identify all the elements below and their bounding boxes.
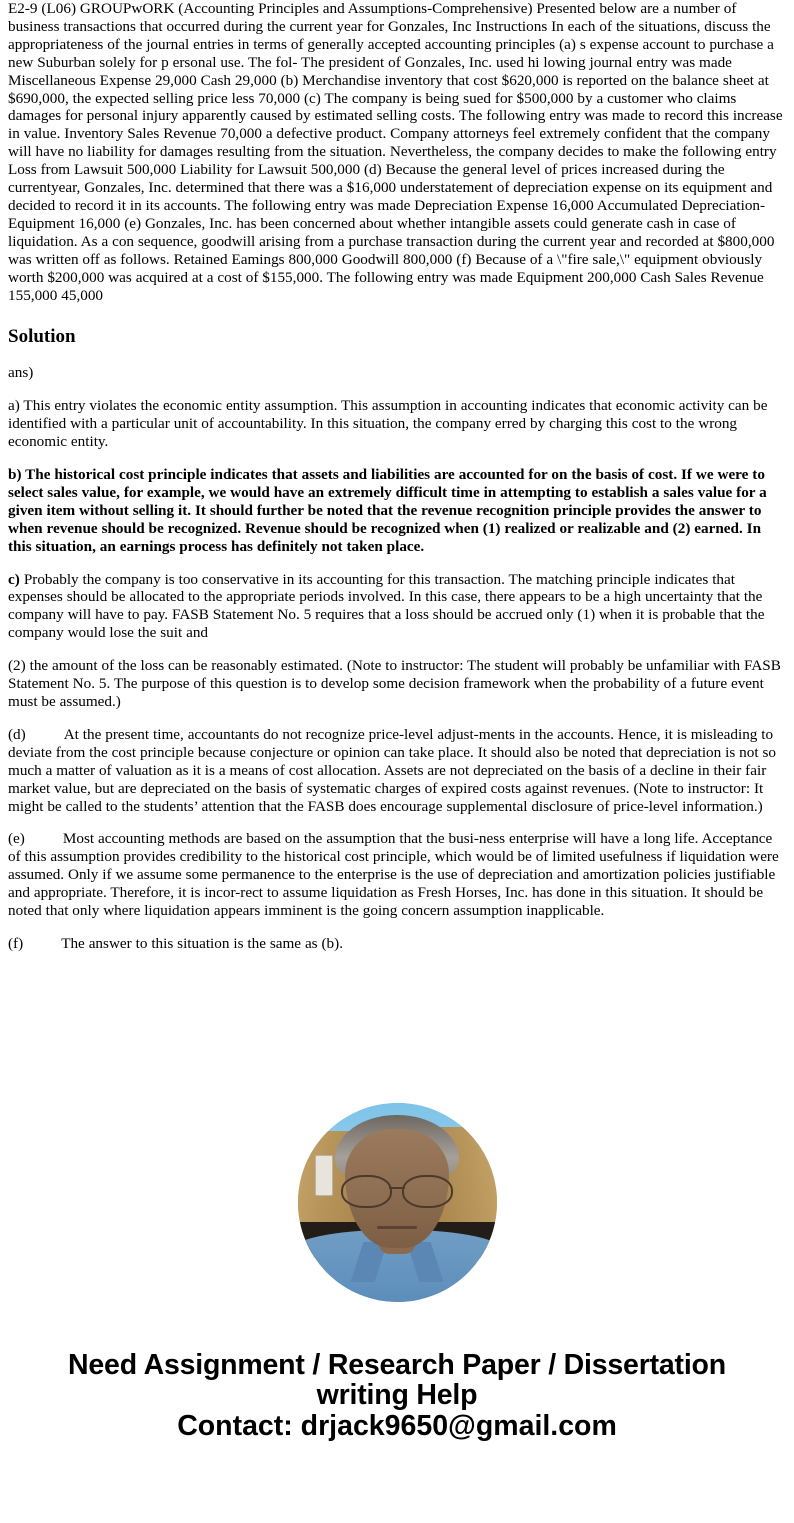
- answer-a-paragraph: a) This entry violates the economic entity assumption. This assumption in accounting indicates that economic activity can be identified with a particular unit of accountability. In this situation, the company erred by charging this cost to the wrong economic entity.: [8, 397, 768, 451]
- portrait-mouth: [377, 1226, 417, 1229]
- ans-label: ans): [8, 364, 34, 382]
- answer-c-paragraph: [8, 571, 786, 643]
- avatar: [298, 1103, 497, 1302]
- answer-b-paragraph: b) The historical cost principle indicates that assets and liabilities are accounted for on the basis of cost. If we were to select sales value, for example, we would have an extremely difficult time in attempting to establish a sales value for a given item without selling it. It should further be noted that the revenue recognition principle provides the answer to when revenue should be recognized. Revenue should be recognized when (1) realized or realizable and (2) earned. In this situation, an earnings process has definitely not taken place.: [8, 466, 767, 555]
- glasses-icon: [341, 1175, 452, 1205]
- footer-headline-line2: writing Help: [316, 1378, 478, 1411]
- answer-e-paragraph: [8, 830, 786, 920]
- glasses-lens-right: [402, 1175, 453, 1209]
- answer-f-text: The answer to this situation is the same as (b).: [61, 934, 343, 952]
- answer-e-label: (e): [8, 830, 25, 848]
- footer-headline-line1: Need Assignment / Research Paper / Dissertation: [68, 1348, 726, 1381]
- answer-c-label: c): [8, 570, 20, 588]
- answer-d-paragraph: [8, 726, 786, 816]
- answer-e-text: Most accounting methods are based on the assumption that the busi-ness enterprise will have a long life. Acceptance of this assumption provides credibility to the historical cost principle, which would be of limited usefulness if liquidation were assumed. Only if we assume some permanence to the enterprise is the use of depreciation and amortization policies justifiable and appropriate. Therefore, it is incor-rect to assume liquidation as Fresh Horses, Inc. has done in this situation. It should be noted that only where liquidation appears imminent is the going concern assumption inapplicable.: [8, 830, 779, 920]
- problem-statement-paragraph: E2-9 (L06) GROUPwORK (Accounting Principles and Assumptions-Comprehensive) Presented below are a number of business transactions that occurred during the current year for Gonzales, Inc Instructions In each of the situations, discuss the appropriateness of the journal entries in terms of generally accepted accounting principles (a) s expense account to purchase a new Suburban solely for p ersonal use. The fol- The president of Gonzales, Inc. used hi lowing journal entry was made Miscellaneous Expense 29,000 Cash 29,000 (b) Merchandise inventory that cost $620,000 is reported on the balance sheet at $690,000, the expected selling price less 70,000 (c) The company is being sued for $500,000 by a customer who claims damages for personal injury apparently caused by estimated selling costs. The following entry was made to record this increase in value. Inventory Sales Revenue 70,000 a defective product. Company attorneys feel extremely confident that the company will have no liability for damages resulting from the situation. Nevertheless, the company decides to make the following entry Loss from Lawsuit 500,000 Liability for Lawsuit 500,000 (d) Because the general level of prices increased during the currentyear, Gonzales, Inc. determined that there was a $16,000 understatement of depreciation expense on its equipment and decided to record it in its accounts. The following entry was made Depreciation Expense 16,000 Accumulated Depreciation-Equipment 16,000 (e) Gonzales, Inc. has been concerned about whether intangible assets could generate cash in case of liquidation. As a con sequence, goodwill arising from a purchase transaction during the current year and recorded at $800,000 was written off as follows. Retained Eamings 800,000 Goodwill 800,000 (f) Because of a \"fire sale,\" equipment obviously worth $200,000 was acquired at a cost of $155,000. The following entry was made Equipment 200,000 Cash Sales Revenue 155,000 45,000: [8, 0, 783, 304]
- footer-contact-line: Contact: drjack9650@gmail.com: [177, 1409, 617, 1442]
- answer-f-paragraph: [8, 935, 786, 953]
- footer: [0, 1350, 794, 1442]
- answer-c-text: Probably the company is too conservative in its accounting for this transaction. The matching principle indicates that expenses should be allocated to the appropriate periods involved. In this case, there appears to be a high uncertainty that the company will have to pay. FASB Statement No. 5 requires that a loss should be accrued only (1) when it is probable that the company would lose the suit and: [8, 570, 765, 642]
- answer-c-continued-paragraph: (2) the amount of the loss can be reasonably estimated. (Note to instructor: The student will probably be unfamiliar with FASB Statement No. 5. The purpose of this question is to develop some decision framework when the probability of a future event must be assumed.): [8, 657, 781, 710]
- solution-heading: Solution: [8, 326, 76, 348]
- portrait-background-switch: [315, 1155, 333, 1197]
- glasses-lens-left: [341, 1175, 392, 1209]
- portrait-container: [0, 1103, 794, 1302]
- answer-d-text: At the present time, accountants do not recognize price-level adjust-ments in the accounts. Hence, it is misleading to deviate from the cost principle because conjecture or opinion can take place. It should also be noted that depreciation is not so much a matter of valuation as it is a means of cost allocation. Assets are not depreciated on the basis of a decline in their fair market value, but are depreciated on the basis of systematic charges of expired costs against revenues. (Note to instructor: It might be called to the students’ attention that the FASB does encourage supplemental disclosure of price-level information.): [8, 725, 776, 815]
- answer-d-label: (d): [8, 725, 26, 743]
- answer-f-label: (f): [8, 934, 24, 952]
